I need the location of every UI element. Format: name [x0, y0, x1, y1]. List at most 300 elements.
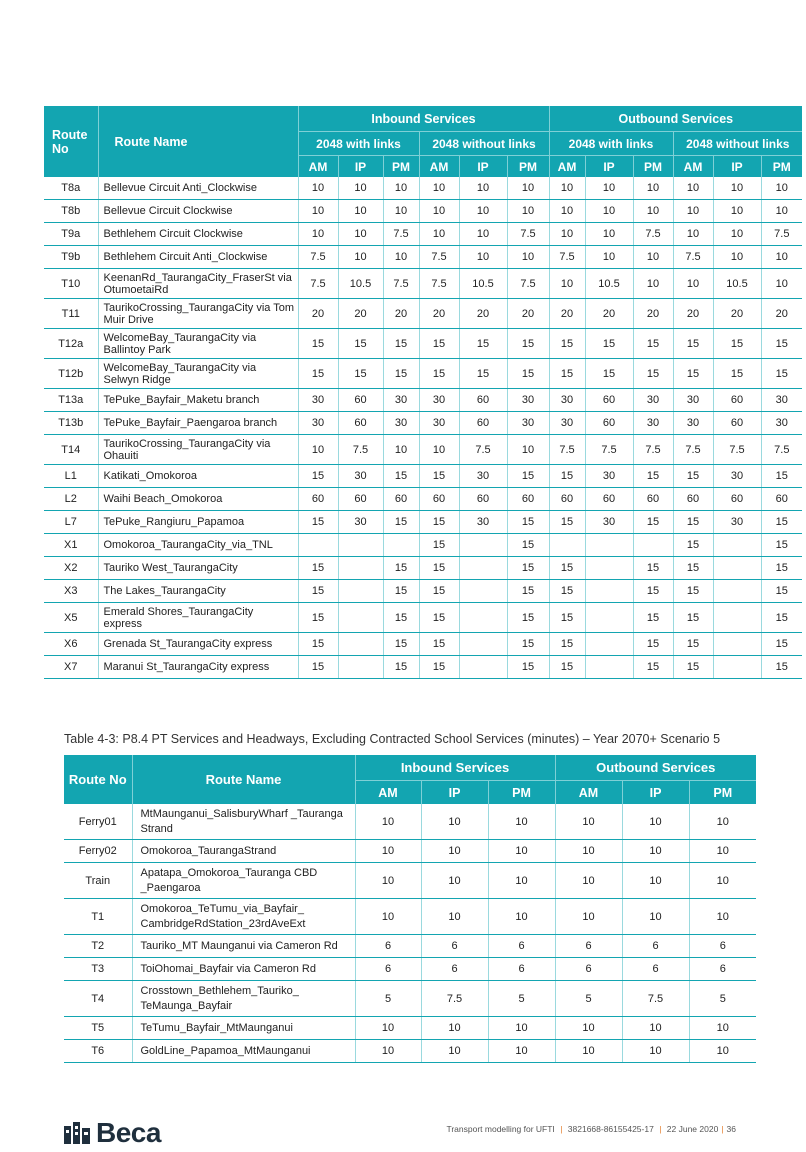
- headway-cell: [298, 534, 338, 557]
- headway-cell: 6: [555, 958, 622, 981]
- headway-cell: 15: [298, 580, 338, 603]
- headway-cell: 15: [298, 656, 338, 679]
- table-row: [44, 633, 802, 656]
- headway-cell: 15: [673, 603, 713, 633]
- headway-cell: 10.5: [338, 269, 383, 299]
- period-header: AM: [298, 156, 338, 178]
- route-no-cell: T13b: [44, 412, 98, 435]
- period-header: AM: [555, 781, 622, 805]
- headway-cell: 15: [549, 511, 585, 534]
- headway-cell: 7.5: [585, 435, 633, 465]
- headway-cell: 20: [459, 299, 507, 329]
- headway-cell: 60: [419, 488, 459, 511]
- headway-cell: 10: [383, 200, 419, 223]
- route-no-cell: T10: [44, 269, 98, 299]
- headway-cell: 10: [338, 200, 383, 223]
- table-row: [64, 935, 756, 958]
- headway-cell: 60: [459, 488, 507, 511]
- page-number: 36: [726, 1124, 736, 1134]
- table-row: [44, 465, 802, 488]
- headway-cell: 10: [355, 1017, 421, 1040]
- table-row: [44, 299, 802, 329]
- headway-cell: 10: [355, 804, 421, 840]
- headway-cell: 10: [383, 246, 419, 269]
- logo-text: Beca: [96, 1117, 161, 1148]
- route-no-cell: Ferry01: [64, 804, 132, 840]
- headway-cell: 15: [298, 633, 338, 656]
- table-row: [44, 269, 802, 299]
- headway-cell: 10: [549, 177, 585, 200]
- headway-cell: 20: [713, 299, 761, 329]
- headway-cell: 10: [761, 246, 802, 269]
- headway-cell: 15: [761, 359, 802, 389]
- headway-cell: 15: [549, 633, 585, 656]
- route-name-cell: ToiOhomai_Bayfair via Cameron Rd: [132, 958, 355, 981]
- headway-cell: [383, 534, 419, 557]
- route-name-cell: WelcomeBay_TaurangaCity via Ballintoy Park: [98, 329, 298, 359]
- headway-cell: 10: [298, 435, 338, 465]
- headway-cell: [459, 656, 507, 679]
- beca-logo-icon: [64, 1122, 90, 1144]
- headway-cell: 20: [585, 299, 633, 329]
- headway-cell: 15: [419, 580, 459, 603]
- headway-cell: [713, 656, 761, 679]
- headway-cell: 6: [355, 935, 421, 958]
- headway-cell: 60: [585, 488, 633, 511]
- headway-cell: 20: [507, 299, 549, 329]
- route-no-cell: X5: [44, 603, 98, 633]
- headway-cell: 10: [459, 177, 507, 200]
- headway-cell: 7.5: [622, 981, 689, 1017]
- route-no-cell: T11: [44, 299, 98, 329]
- period-header: AM: [419, 156, 459, 178]
- headway-cell: 15: [419, 557, 459, 580]
- headway-cell: 15: [419, 465, 459, 488]
- headway-cell: 60: [338, 488, 383, 511]
- headway-cell: 10: [421, 863, 488, 899]
- table-row: [44, 656, 802, 679]
- headway-cell: 15: [633, 557, 673, 580]
- headway-cell: 15: [507, 580, 549, 603]
- route-name-cell: GoldLine_Papamoa_MtMaunganui: [132, 1040, 355, 1063]
- headway-cell: 15: [298, 465, 338, 488]
- outbound-header: Outbound Services: [555, 755, 756, 781]
- route-name-cell: Omokoroa_TaurangaStrand: [132, 840, 355, 863]
- route-name-cell: Waihi Beach_Omokoroa: [98, 488, 298, 511]
- headway-cell: 15: [761, 511, 802, 534]
- headway-cell: 7.5: [507, 223, 549, 246]
- headway-cell: 30: [713, 511, 761, 534]
- headway-cell: 15: [713, 329, 761, 359]
- headway-cell: 7.5: [673, 435, 713, 465]
- headway-cell: 10: [585, 246, 633, 269]
- headway-cell: 5: [355, 981, 421, 1017]
- headway-cell: 15: [419, 603, 459, 633]
- headway-cell: 6: [488, 935, 555, 958]
- period-header: PM: [689, 781, 756, 805]
- headway-cell: 10: [585, 223, 633, 246]
- headway-cell: 10: [689, 863, 756, 899]
- headway-cell: 10: [761, 200, 802, 223]
- headway-cell: 10: [355, 899, 421, 935]
- headway-cell: 60: [761, 488, 802, 511]
- route-no-cell: L7: [44, 511, 98, 534]
- headway-cell: 60: [713, 412, 761, 435]
- headway-cell: 30: [633, 412, 673, 435]
- headway-cell: 10: [689, 840, 756, 863]
- headway-cell: 15: [585, 329, 633, 359]
- route-no-cell: Ferry02: [64, 840, 132, 863]
- headway-cell: 15: [761, 465, 802, 488]
- headway-cell: 7.5: [459, 435, 507, 465]
- route-name-cell: Grenada St_TaurangaCity express: [98, 633, 298, 656]
- route-name-cell: Maranui St_TaurangaCity express: [98, 656, 298, 679]
- headway-cell: 60: [298, 488, 338, 511]
- headway-cell: 7.5: [549, 246, 585, 269]
- headway-cell: 30: [673, 412, 713, 435]
- route-no-cell: T12b: [44, 359, 98, 389]
- headway-cell: 15: [383, 603, 419, 633]
- headway-cell: 20: [419, 299, 459, 329]
- route-no-cell: T6: [64, 1040, 132, 1063]
- table-row: [64, 1040, 756, 1063]
- period-header: AM: [673, 156, 713, 178]
- headway-cell: 7.5: [298, 246, 338, 269]
- headway-cell: 60: [713, 389, 761, 412]
- headway-cell: 20: [761, 299, 802, 329]
- headway-cell: 15: [383, 329, 419, 359]
- route-name-cell: TaurikoCrossing_TaurangaCity via Ohauiti: [98, 435, 298, 465]
- doc-title: Transport modelling for UFTI: [446, 1124, 555, 1134]
- headway-cell: 10: [419, 200, 459, 223]
- table-row: [44, 534, 802, 557]
- headway-cell: 15: [549, 603, 585, 633]
- headway-cell: 10: [488, 899, 555, 935]
- route-name-cell: WelcomeBay_TaurangaCity via Selwyn Ridge: [98, 359, 298, 389]
- table-row: [64, 1017, 756, 1040]
- headway-cell: 60: [338, 389, 383, 412]
- headway-cell: 30: [673, 389, 713, 412]
- headway-cell: 15: [338, 329, 383, 359]
- headway-cell: 10: [622, 840, 689, 863]
- route-no-cell: Train: [64, 863, 132, 899]
- table-row: [44, 488, 802, 511]
- headway-cell: [585, 656, 633, 679]
- route-no-cell: X7: [44, 656, 98, 679]
- headway-cell: 15: [298, 557, 338, 580]
- headway-cell: 10: [689, 804, 756, 840]
- headway-cell: 60: [459, 412, 507, 435]
- headway-cell: 10: [355, 1040, 421, 1063]
- route-name-cell: Bellevue Circuit Anti_Clockwise: [98, 177, 298, 200]
- headway-cell: 6: [555, 935, 622, 958]
- headway-cell: 10: [488, 1040, 555, 1063]
- headway-cell: 10: [549, 269, 585, 299]
- headway-cell: 10: [507, 200, 549, 223]
- headway-cell: 30: [419, 412, 459, 435]
- headway-cell: 15: [507, 603, 549, 633]
- headway-cell: 15: [761, 557, 802, 580]
- headway-cell: 10: [355, 840, 421, 863]
- headway-cell: 10: [713, 177, 761, 200]
- headway-cell: 15: [673, 580, 713, 603]
- period-header: IP: [338, 156, 383, 178]
- headway-cell: 10: [585, 200, 633, 223]
- period-header: IP: [421, 781, 488, 805]
- headway-cell: 15: [549, 359, 585, 389]
- headway-cell: 15: [383, 633, 419, 656]
- route-no-cell: T8a: [44, 177, 98, 200]
- route-name-cell: TaurikoCrossing_TaurangaCity via Tom Muir Drive: [98, 299, 298, 329]
- route-name-cell: Omokoroa_TaurangaCity_via_TNL: [98, 534, 298, 557]
- headway-cell: 10: [549, 223, 585, 246]
- headway-cell: 6: [689, 935, 756, 958]
- route-no-cell: L2: [44, 488, 98, 511]
- doc-date: 22 June 2020: [666, 1124, 719, 1134]
- headway-cell: [338, 534, 383, 557]
- headway-cell: 15: [298, 603, 338, 633]
- table-row: [44, 223, 802, 246]
- headway-cell: 15: [383, 465, 419, 488]
- headway-cell: 15: [459, 359, 507, 389]
- headway-cell: 15: [419, 359, 459, 389]
- headway-cell: 20: [338, 299, 383, 329]
- headway-cell: 10: [585, 177, 633, 200]
- headway-cell: 10: [622, 1040, 689, 1063]
- headway-cell: [338, 633, 383, 656]
- headway-cell: [585, 580, 633, 603]
- col-route-name: Route Name: [98, 106, 298, 177]
- route-name-cell: Tauriko_MT Maunganui via Cameron Rd: [132, 935, 355, 958]
- route-name-cell: Tauriko West_TaurangaCity: [98, 557, 298, 580]
- headway-cell: 7.5: [383, 269, 419, 299]
- headway-cell: 5: [488, 981, 555, 1017]
- headway-cell: 7.5: [761, 435, 802, 465]
- headway-cell: 15: [507, 656, 549, 679]
- headway-cell: [338, 656, 383, 679]
- headway-cell: 30: [585, 511, 633, 534]
- headway-cell: 10: [555, 840, 622, 863]
- headway-cell: 10: [689, 899, 756, 935]
- route-no-cell: X3: [44, 580, 98, 603]
- period-header: IP: [585, 156, 633, 178]
- headway-cell: 15: [761, 633, 802, 656]
- headway-cell: 15: [507, 329, 549, 359]
- headway-cell: 15: [673, 465, 713, 488]
- headway-cell: 10: [507, 435, 549, 465]
- headway-cell: 10: [622, 899, 689, 935]
- headway-cell: 30: [713, 465, 761, 488]
- headway-cell: 10: [713, 200, 761, 223]
- headway-cell: 15: [761, 580, 802, 603]
- headway-cell: 10: [338, 177, 383, 200]
- headway-cell: 10: [488, 804, 555, 840]
- headway-cell: 60: [585, 389, 633, 412]
- headway-cell: 15: [298, 329, 338, 359]
- headway-cell: [585, 633, 633, 656]
- headway-cell: 15: [713, 359, 761, 389]
- headway-cell: 15: [383, 511, 419, 534]
- headway-cell: 10: [673, 223, 713, 246]
- route-no-cell: T13a: [44, 389, 98, 412]
- headway-cell: 15: [585, 359, 633, 389]
- headway-cell: [585, 603, 633, 633]
- headway-cell: 10: [421, 899, 488, 935]
- headway-cell: 10: [298, 177, 338, 200]
- headway-cell: 10: [633, 269, 673, 299]
- headway-cell: 30: [338, 465, 383, 488]
- headway-cell: 15: [419, 329, 459, 359]
- table-row: [44, 389, 802, 412]
- headway-cell: 10: [713, 223, 761, 246]
- headway-cell: 10: [507, 246, 549, 269]
- route-no-cell: X6: [44, 633, 98, 656]
- route-name-cell: TePuke_Bayfair_Maketu branch: [98, 389, 298, 412]
- route-no-cell: T1: [64, 899, 132, 935]
- headway-cell: 60: [507, 488, 549, 511]
- table-row: [64, 958, 756, 981]
- headway-cell: 60: [338, 412, 383, 435]
- table-row: [64, 804, 756, 840]
- route-no-cell: T4: [64, 981, 132, 1017]
- headway-cell: 15: [633, 359, 673, 389]
- headway-cell: [459, 557, 507, 580]
- headway-cell: 60: [713, 488, 761, 511]
- headway-cell: [459, 603, 507, 633]
- headway-cell: 7.5: [761, 223, 802, 246]
- headway-cell: 10: [383, 177, 419, 200]
- headway-cell: 15: [761, 603, 802, 633]
- headway-cell: 15: [633, 511, 673, 534]
- headway-cell: 10: [298, 223, 338, 246]
- headway-cell: 15: [507, 465, 549, 488]
- headway-cell: 15: [507, 557, 549, 580]
- headway-cell: [713, 580, 761, 603]
- headway-cell: 15: [419, 656, 459, 679]
- headway-cell: 10: [421, 840, 488, 863]
- headway-cell: [585, 557, 633, 580]
- headway-cell: 15: [549, 329, 585, 359]
- headway-cell: 6: [488, 958, 555, 981]
- doc-ref: 3821668-86155425-17: [567, 1124, 654, 1134]
- headway-cell: 6: [622, 935, 689, 958]
- headway-cell: 7.5: [338, 435, 383, 465]
- route-no-cell: L1: [44, 465, 98, 488]
- headway-cell: 30: [549, 389, 585, 412]
- table-row: [44, 580, 802, 603]
- col-route-no: Route No: [64, 755, 132, 804]
- headway-cell: 15: [298, 359, 338, 389]
- headway-cell: 10.5: [459, 269, 507, 299]
- headway-cell: 30: [507, 389, 549, 412]
- route-name-cell: TePuke_Rangiuru_Papamoa: [98, 511, 298, 534]
- table-row: [44, 246, 802, 269]
- headway-cell: 10: [459, 246, 507, 269]
- route-no-cell: X2: [44, 557, 98, 580]
- table-row: [64, 899, 756, 935]
- headway-cell: 7.5: [549, 435, 585, 465]
- headway-cell: 10: [421, 1017, 488, 1040]
- headway-cell: 10.5: [713, 269, 761, 299]
- headway-cell: 15: [549, 580, 585, 603]
- headway-cell: 10: [689, 1040, 756, 1063]
- beca-logo: [64, 1117, 161, 1149]
- headway-cell: 10: [459, 223, 507, 246]
- headway-cell: 10: [549, 200, 585, 223]
- headway-cell: 20: [383, 299, 419, 329]
- route-name-cell: Bethlehem Circuit Anti_Clockwise: [98, 246, 298, 269]
- headway-cell: 7.5: [383, 223, 419, 246]
- table-caption: Table 4-3: P8.4 PT Services and Headways, Excluding Contracted School Services (minutes) – Year 2070+ Scenario 5: [64, 732, 721, 746]
- headway-cell: 30: [298, 389, 338, 412]
- headway-cell: 30: [338, 511, 383, 534]
- outbound-header: Outbound Services: [549, 106, 802, 132]
- period-header: PM: [633, 156, 673, 178]
- headway-cell: 10: [419, 223, 459, 246]
- headway-cell: 30: [761, 389, 802, 412]
- headway-cell: 15: [459, 329, 507, 359]
- period-header: PM: [488, 781, 555, 805]
- headway-cell: 10: [383, 435, 419, 465]
- headway-cell: 15: [633, 580, 673, 603]
- route-no-cell: T9b: [44, 246, 98, 269]
- period-header: AM: [549, 156, 585, 178]
- headway-cell: 10: [673, 177, 713, 200]
- headway-cell: 7.5: [633, 223, 673, 246]
- headway-cell: 30: [549, 412, 585, 435]
- route-name-cell: Bellevue Circuit Clockwise: [98, 200, 298, 223]
- headway-cell: 15: [507, 633, 549, 656]
- headway-cell: 10: [689, 1017, 756, 1040]
- headway-cell: 30: [633, 389, 673, 412]
- inbound-header: Inbound Services: [355, 755, 555, 781]
- headway-cell: 7.5: [419, 246, 459, 269]
- headway-cell: [338, 557, 383, 580]
- outbound-with-links: 2048 with links: [549, 132, 673, 156]
- headway-cell: 7.5: [421, 981, 488, 1017]
- headway-cell: 10: [633, 246, 673, 269]
- headway-cell: 10: [761, 177, 802, 200]
- headway-cell: 15: [673, 534, 713, 557]
- headway-cell: [459, 633, 507, 656]
- headway-cell: 6: [689, 958, 756, 981]
- headway-cell: 30: [298, 412, 338, 435]
- headway-cell: 20: [673, 299, 713, 329]
- headway-cell: 60: [459, 389, 507, 412]
- headway-cell: 10: [488, 1017, 555, 1040]
- headway-cell: 15: [761, 534, 802, 557]
- headway-cell: 10: [633, 200, 673, 223]
- headway-cell: 15: [673, 557, 713, 580]
- route-name-cell: Katikati_Omokoroa: [98, 465, 298, 488]
- inbound-without-links: 2048 without links: [419, 132, 549, 156]
- period-header: PM: [383, 156, 419, 178]
- headway-cell: [713, 633, 761, 656]
- headway-cell: 15: [761, 656, 802, 679]
- headway-cell: [549, 534, 585, 557]
- headway-cell: [338, 603, 383, 633]
- headway-cell: 15: [383, 359, 419, 389]
- headway-cell: 60: [633, 488, 673, 511]
- route-no-cell: T5: [64, 1017, 132, 1040]
- route-no-cell: X1: [44, 534, 98, 557]
- headway-cell: 10: [761, 269, 802, 299]
- route-no-cell: T9a: [44, 223, 98, 246]
- headway-cell: [713, 534, 761, 557]
- col-route-name: Route Name: [132, 755, 355, 804]
- headway-cell: 5: [555, 981, 622, 1017]
- headway-cell: 15: [419, 633, 459, 656]
